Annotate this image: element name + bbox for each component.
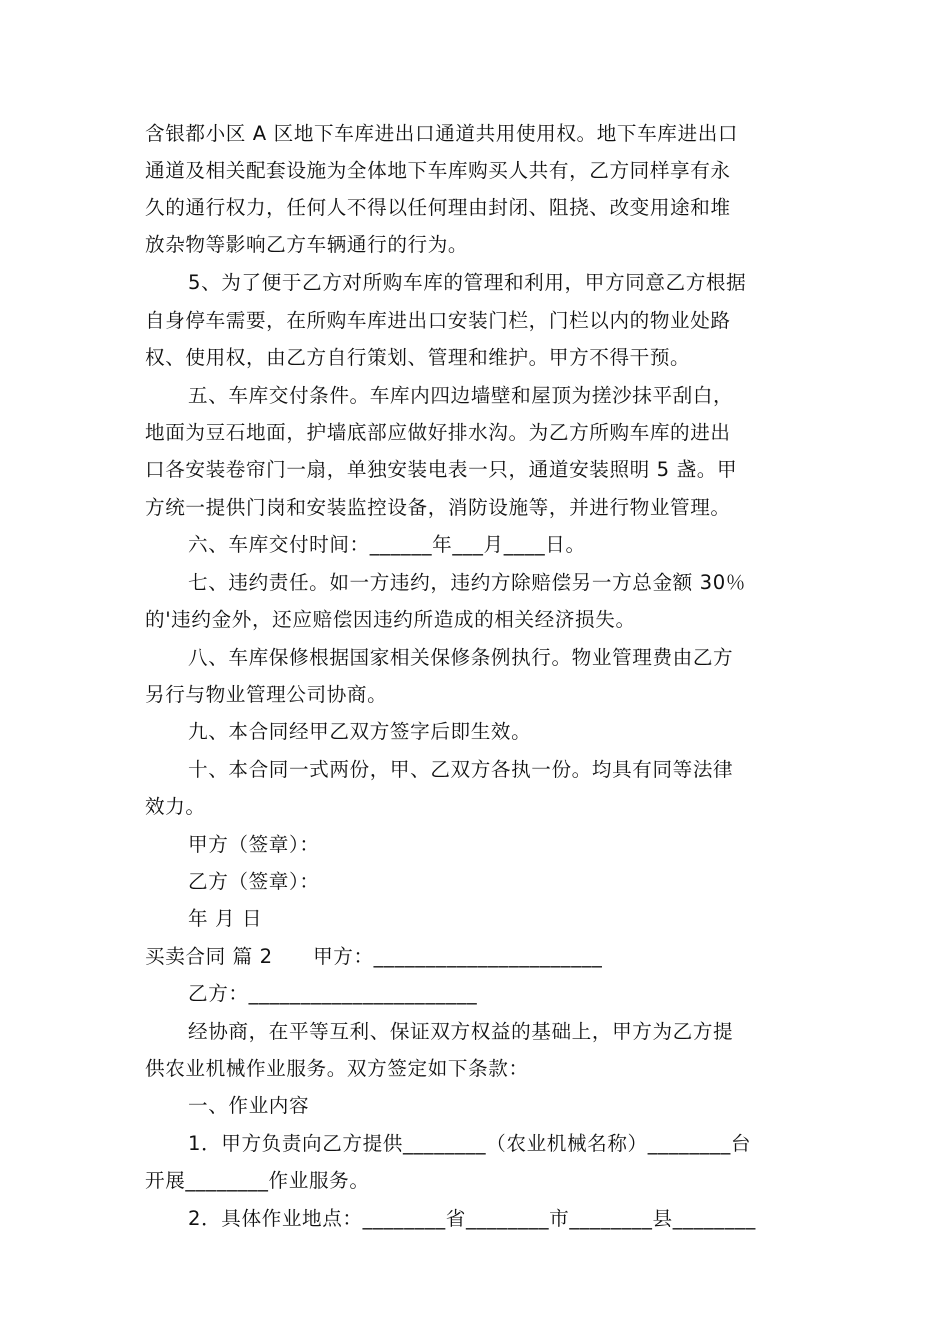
text-line: 另行与物业管理公司协商。 [145,683,388,706]
text-line: 放杂物等影响乙方车辆通行的行为。 [145,233,469,256]
text-line: 七、违约责任。如一方违约，违约方除赔偿另一方总金额 30％ [188,571,746,594]
section-heading: 一、作业内容 [188,1094,310,1117]
text-line: 久的通行权力，任何人不得以任何理由封闭、阻挠、改变用途和堆 [145,196,731,219]
signature-party-a: 甲方（签章）： [188,833,320,856]
text-line: 2．具体作业地点：________省________市________县________ [188,1207,756,1230]
text-line: 经协商，在平等互利、保证双方权益的基础上，甲方为乙方提 [188,1020,734,1043]
text-line: 开展________作业服务。 [145,1169,370,1192]
text-line: 乙方：______________________ [188,982,478,1005]
text-line: 效力。 [145,795,206,818]
text-line: 地面为豆石地面，护墙底部应做好排水沟。为乙方所购车库的进出 [145,421,731,444]
text-line: 1．甲方负责向乙方提供________（农业机械名称）________台 [188,1132,752,1155]
text-line: 的'违约金外，还应赔偿因违约所造成的相关经济损失。 [145,608,636,631]
text-line: 供农业机械作业服务。双方签定如下条款： [145,1057,529,1080]
signature-date: 年 月 日 [188,907,263,930]
text-line: 五、车库交付条件。车库内四边墙壁和屋顶为搓沙抹平刮白， [188,384,734,407]
text-line: 八、车库保修根据国家相关保修条例执行。物业管理费由乙方 [188,646,734,669]
text-line: 5、为了便于乙方对所购车库的管理和利用，甲方同意乙方根据 [188,271,747,294]
text-line: 十、本合同一式两份，甲、乙双方各执一份。均具有同等法律 [188,758,734,781]
text-line: 权、使用权，由乙方自行策划、管理和维护。甲方不得干预。 [145,346,691,369]
contract-heading: 买卖合同 篇 2 甲方：______________________ [145,945,603,968]
text-line: 六、车库交付时间：______年___月____日。 [188,533,586,556]
text-line: 通道及相关配套设施为全体地下车库购买人共有，乙方同样享有永 [145,159,731,182]
signature-party-b: 乙方（签章）： [188,870,320,893]
text-line: 九、本合同经甲乙双方签字后即生效。 [188,720,532,743]
text-line: 自身停车需要，在所购车库进出口安装门栏，门栏以内的物业处路 [145,309,731,332]
text-line: 含银都小区 A 区地下车库进出口通道共用使用权。地下车库进出口 [145,122,739,145]
text-line: 方统一提供门岗和安装监控设备，消防设施等，并进行物业管理。 [145,496,731,519]
text-line: 口各安装卷帘门一扇，单独安装电表一只，通道安装照明 5 盏。甲 [145,458,738,481]
